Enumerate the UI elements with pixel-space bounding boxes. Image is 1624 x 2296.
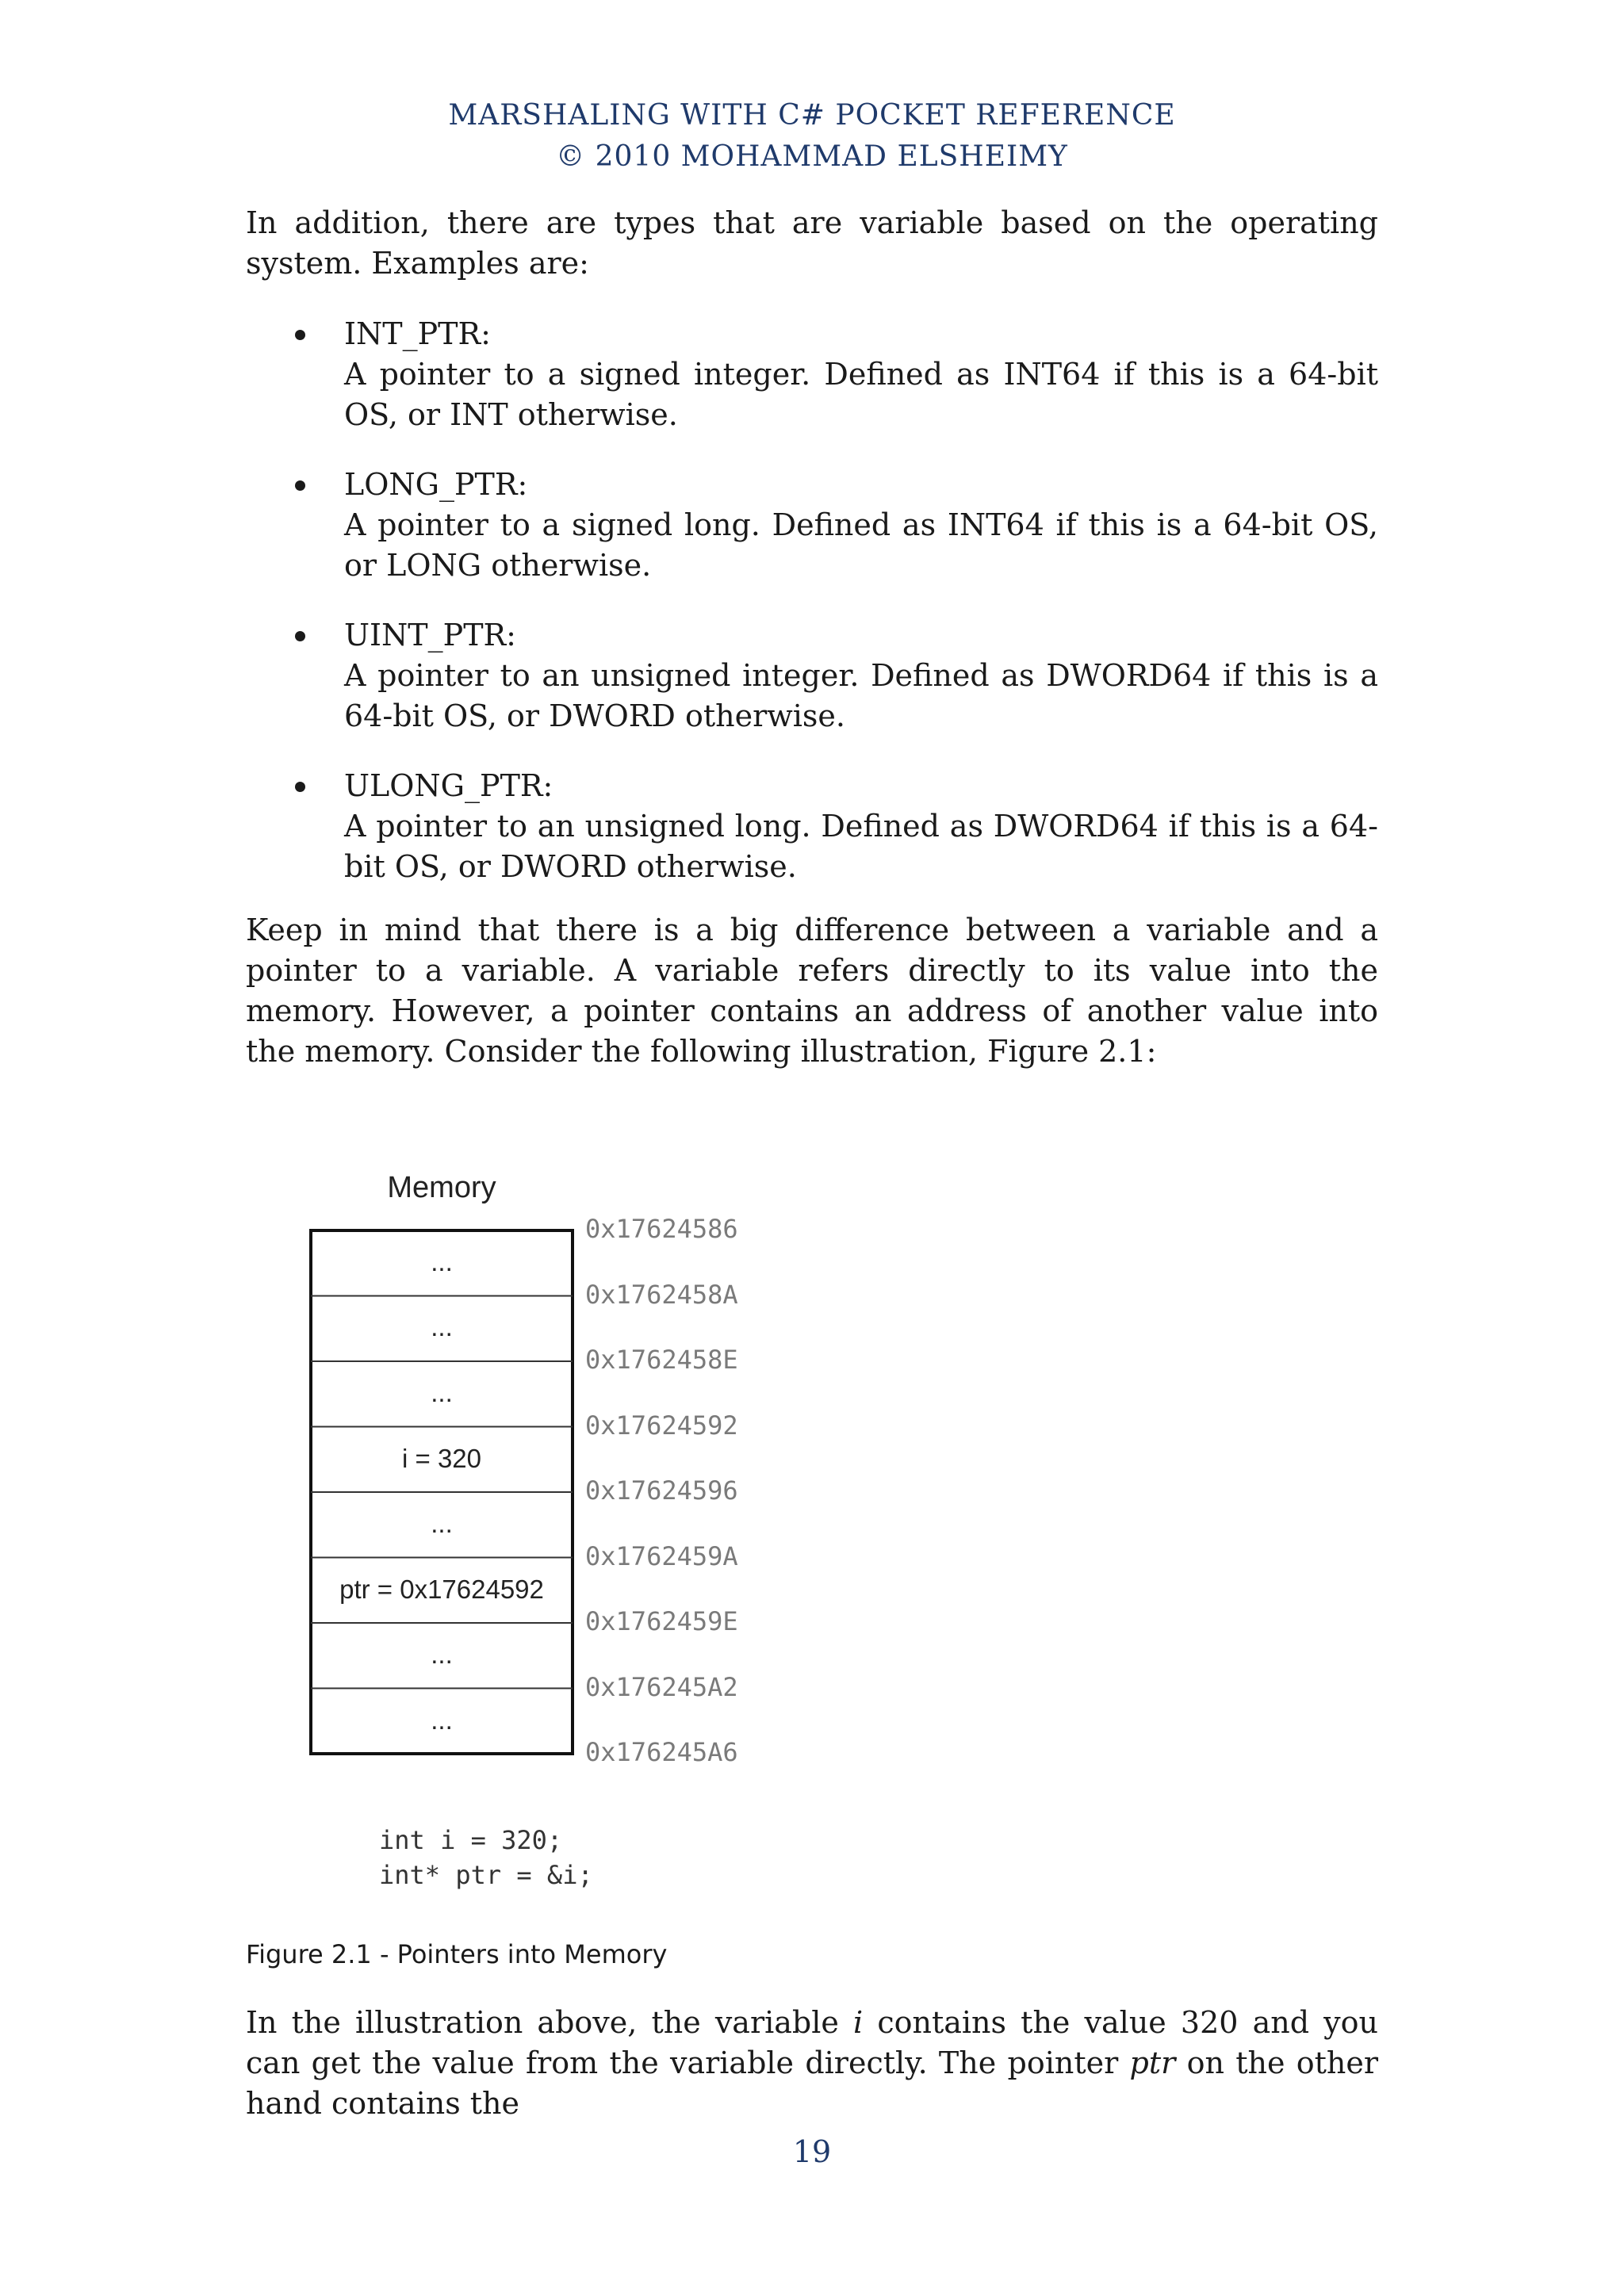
figure-caption: Figure 2.1 - Pointers into Memory <box>246 1939 668 1969</box>
text-run: In the illustration above, the variable <box>246 2005 854 2040</box>
list-item-description: A pointer to a signed long. Defined as INT64 if this is a 64-bit OS, or LONG otherwise. <box>344 507 1378 583</box>
memory-cell: ... <box>431 1509 453 1538</box>
list-item <box>246 314 1378 435</box>
memory-cell: ... <box>431 1640 453 1669</box>
memory-address: 0x176245A6 <box>585 1737 738 1767</box>
variable-name-ptr: ptr <box>1129 2045 1176 2080</box>
variable-name-i: i <box>853 2005 864 2040</box>
intro-paragraph: In addition, there are types that are variable based on the operating system. Examples are: <box>246 205 1378 281</box>
list-item-term: LONG_PTR: <box>344 467 528 502</box>
running-header <box>0 95 1624 178</box>
memory-address: 0x1762459A <box>585 1541 738 1571</box>
text-run: on the other hand contains the <box>246 2045 1378 2121</box>
list-item <box>246 766 1378 887</box>
memory-address: 0x17624592 <box>585 1410 738 1441</box>
memory-cell: ... <box>431 1312 453 1341</box>
text-run: contains the value 320 and you can get the value from the variable directly. The pointer <box>246 2005 1378 2080</box>
memory-address: 0x17624586 <box>585 1214 738 1244</box>
code-line: int* ptr = &i; <box>379 1860 593 1890</box>
list-item-description: A pointer to an unsigned integer. Defined as DWORD64 if this is a 64-bit OS, or DWORD otherwise. <box>344 658 1378 733</box>
list-item-description: A pointer to a signed integer. Defined as INT64 if this is a 64-bit OS, or INT otherwise. <box>344 357 1378 432</box>
page-number: 19 <box>792 2134 832 2169</box>
memory-cell: ... <box>431 1378 453 1407</box>
memory-cell-ptr: ptr = 0x17624592 <box>339 1575 544 1604</box>
bullet-icon <box>295 782 305 792</box>
memory-title: Memory <box>387 1171 496 1204</box>
memory-cell: ... <box>431 1247 453 1276</box>
memory-address: 0x1762458E <box>585 1345 738 1375</box>
header-title: MARSHALING WITH C# POCKET REFERENCE <box>448 99 1176 132</box>
list-item-term: INT_PTR: <box>344 316 491 351</box>
memory-cell-i: i = 320 <box>402 1444 481 1473</box>
memory-cell: ... <box>431 1705 453 1735</box>
bullet-icon <box>295 631 305 641</box>
memory-address: 0x1762458A <box>585 1280 738 1310</box>
memory-address: 0x1762459E <box>585 1606 738 1636</box>
list-item-description: A pointer to an unsigned long. Defined as DWORD64 if this is a 64-bit OS, or DWORD otherwise. <box>344 809 1378 884</box>
memory-diagram <box>293 1165 801 1903</box>
code-line: int i = 320; <box>379 1825 563 1855</box>
list-item <box>246 615 1378 737</box>
bullet-icon <box>295 330 305 340</box>
bullet-icon <box>295 480 305 491</box>
header-copyright: © 2010 MOHAMMAD ELSHEIMY <box>556 140 1068 173</box>
illustration-explanation-paragraph <box>246 2003 1378 2124</box>
list-item <box>246 465 1378 586</box>
pointer-explanation-paragraph: Keep in mind that there is a big difference between a variable and a pointer to a variable. A variable refers directly to its value into the memory. However, a pointer contains an address of another value into the memory. Consider the following illustration, Figure 2.1: <box>246 913 1378 1069</box>
memory-address: 0x176245A2 <box>585 1672 738 1702</box>
list-item-term: UINT_PTR: <box>344 618 516 652</box>
pointer-types-list <box>246 314 1378 916</box>
memory-address: 0x17624596 <box>585 1475 738 1506</box>
list-item-term: ULONG_PTR: <box>344 768 553 803</box>
